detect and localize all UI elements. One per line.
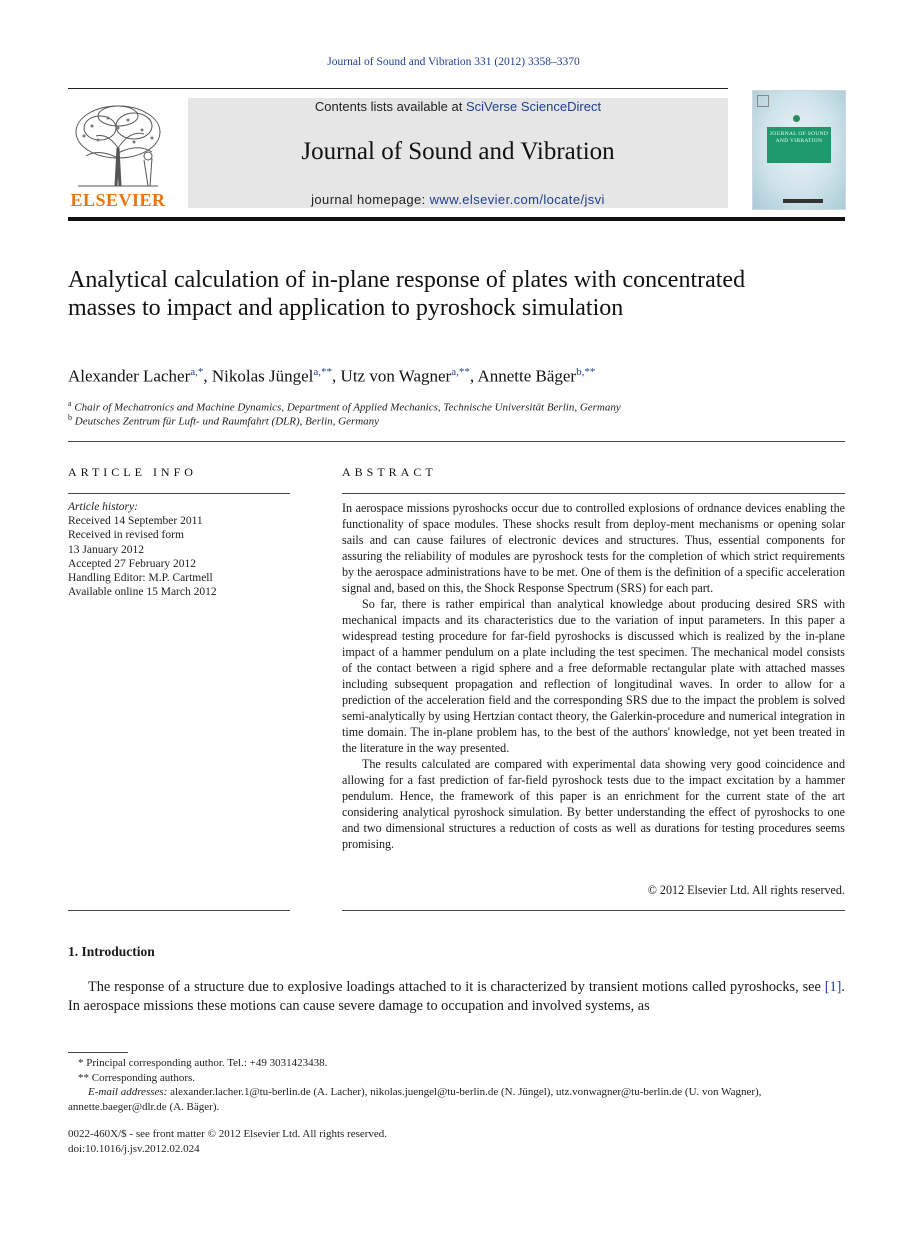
abstract-copyright: © 2012 Elsevier Ltd. All rights reserved. (647, 883, 845, 897)
author-separator: , (332, 366, 341, 386)
footnote-principal: * Principal corresponding author. Tel.: +49 3031423438. (78, 1057, 328, 1069)
affiliation-mark: b (68, 413, 72, 422)
author-list (68, 366, 848, 387)
history-item: Received in revised form (68, 529, 184, 542)
journal-citation[interactable]: Journal of Sound and Vibration 331 (2012) 3358–3370 (327, 56, 580, 68)
author-separator: , (203, 366, 212, 386)
article-info-rule (68, 493, 290, 494)
footnote-corresponding: ** Corresponding authors. (78, 1071, 196, 1084)
author-mark[interactable]: a,* (190, 366, 204, 378)
journal-title: Journal of Sound and Vibration (301, 138, 615, 165)
email-addresses[interactable]: alexander.lacher.1@tu-berlin.de (A. Lacher), nikolas.juengel@tu-berlin.de (N. Jüngel), utz.vonwagner@tu-berlin.de (U. von Wagner), annette.baeger@dlr.de (A. Bäger). (68, 1086, 762, 1113)
author-name: Annette Bäger (477, 366, 577, 386)
affiliation-b (68, 413, 848, 428)
abstract-bottom-rule (342, 910, 845, 911)
homepage-prefix: journal homepage: (311, 192, 430, 207)
footnotes (68, 1056, 845, 1114)
article-history (68, 500, 290, 599)
abstract-paragraph: In aerospace missions pyroshocks occur due to controlled explosions of ordnance devices enabling the functionality of space modules. These shocks result from deploy-ment mechanisms or opening solar sails and can cause failures of electronic devices and structures. Thus, essential components for assuring the reliability of modules are pyroshock tests for the completion of which strict requirements by the aerospace administrations have to be met. One of them is the definition of a specific acceleration signal and, based on this, the Shock Response Spectrum (SRS) for each part. (342, 501, 845, 595)
journal-cover-thumbnail[interactable] (752, 90, 846, 210)
abstract-paragraph: So far, there is rather empirical than analytical knowledge about producing desired SRS with mechanical impacts and its characteristics due to the variation of input parameters. In this paper a widespread testing procedure for far-field pyroshocks is discussed which is realized by the in-plane impact of a hammer pendulum on a plate including the test specimen. The mechanical model consists of the contact between a rigid sphere and a free deformable rectangular plate with attached masses including subsequent propagation and reflection of longitudinal waves. In order to allow for a prediction of the acceleration field and the corresponding SRS due to the impact the problem is solved semi-analytically by using Hertzian contact theory, the Galerkin-procedure and numerical integration in time domain. The in-plane problem has, to the best of the authors' knowledge, not yet been treated in the literature in the way presented. (342, 597, 845, 755)
affiliation-rule (68, 441, 845, 442)
cover-corner-mark (757, 95, 769, 107)
history-item: 13 January 2012 (68, 543, 145, 556)
sciencedirect-link[interactable]: SciVerse ScienceDirect (465, 99, 602, 114)
history-item: Handling Editor: M.P. Cartmell (68, 572, 213, 585)
history-item: Available online 15 March 2012 (68, 586, 217, 599)
affiliation-a (68, 399, 848, 414)
contents-line (188, 99, 728, 114)
reference-link[interactable]: [1] (824, 979, 842, 995)
author-name: Utz von Wagner (340, 366, 452, 386)
introduction-paragraph (68, 978, 845, 1016)
affiliation-text: Chair of Mechatronics and Machine Dynamics, Department of Applied Mechanics, Technische Universität Berlin, Germany (74, 401, 621, 414)
elsevier-wordmark[interactable]: ELSEVIER (70, 190, 166, 210)
history-item: Accepted 27 February 2012 (68, 557, 197, 570)
author-name: Alexander Lacher (68, 366, 191, 386)
affiliation-text: Deutsches Zentrum für Luft- und Raumfahrt (DLR), Berlin, Germany (74, 415, 380, 428)
homepage-link[interactable]: www.elsevier.com/locate/jsvi (429, 192, 605, 207)
front-matter-line: 0022-460X/$ - see front matter © 2012 Elsevier Ltd. All rights reserved. (68, 1128, 388, 1140)
cover-emblem (793, 115, 800, 122)
abstract-paragraph: The results calculated are compared with experimental data showing very good coincidence and allowing for a fast prediction of far-field pyroshock tests due to the impact excitation by a hammer pendulum. Hence, the framework of this paper is an enrichment for the current state of the art considering analytical pyroshock simulation. By better understanding the effect of pyroshocks to one and two dimensional structures a reduction of costs as well as durations for testing procedures seems promising. (342, 757, 845, 851)
footnote-rule (68, 1052, 128, 1053)
author-mark[interactable]: a,** (313, 366, 333, 378)
author-mark[interactable]: b,** (576, 366, 596, 378)
cover-publisher-mark (783, 199, 823, 203)
abstract-body (342, 500, 845, 852)
history-label: Article history: (68, 501, 138, 513)
author-separator: , (469, 366, 478, 386)
contents-prefix: Contents lists available at (314, 99, 466, 114)
history-item: Received 14 September 2011 (68, 515, 203, 528)
article-info-heading: ARTICLE INFO (68, 465, 197, 479)
intro-text-end: . In aerospace missions these motions can cause severe damage to occupation and involved systems, as (68, 979, 845, 1014)
article-info-bottom-rule (68, 910, 290, 911)
section-heading-introduction: 1. Introduction (68, 944, 155, 959)
affiliation-mark: a (68, 399, 72, 408)
intro-text-start: The response of a structure due to explosive loadings attached to it is characterized by transient motions called pyroshocks, see (88, 979, 825, 995)
abstract-heading: ABSTRACT (342, 465, 437, 479)
front-matter (68, 1127, 668, 1156)
header-thick-rule (68, 217, 845, 221)
email-label: E-mail addresses: (88, 1086, 168, 1098)
homepage-line (188, 192, 728, 207)
doi-line[interactable]: doi:10.1016/j.jsv.2012.02.024 (68, 1142, 200, 1155)
abstract-rule (342, 493, 845, 494)
header-rule (68, 88, 728, 89)
author-name: Nikolas Jüngel (211, 366, 314, 386)
article-title: Analytical calculation of in-plane response of plates with concentrated masses to impact and application to pyroshock simulation (68, 267, 746, 321)
author-mark[interactable]: a,** (451, 366, 470, 378)
cover-title-text: JOURNAL OF SOUND AND VIBRATION (769, 131, 829, 144)
footnote-emails (68, 1085, 845, 1114)
